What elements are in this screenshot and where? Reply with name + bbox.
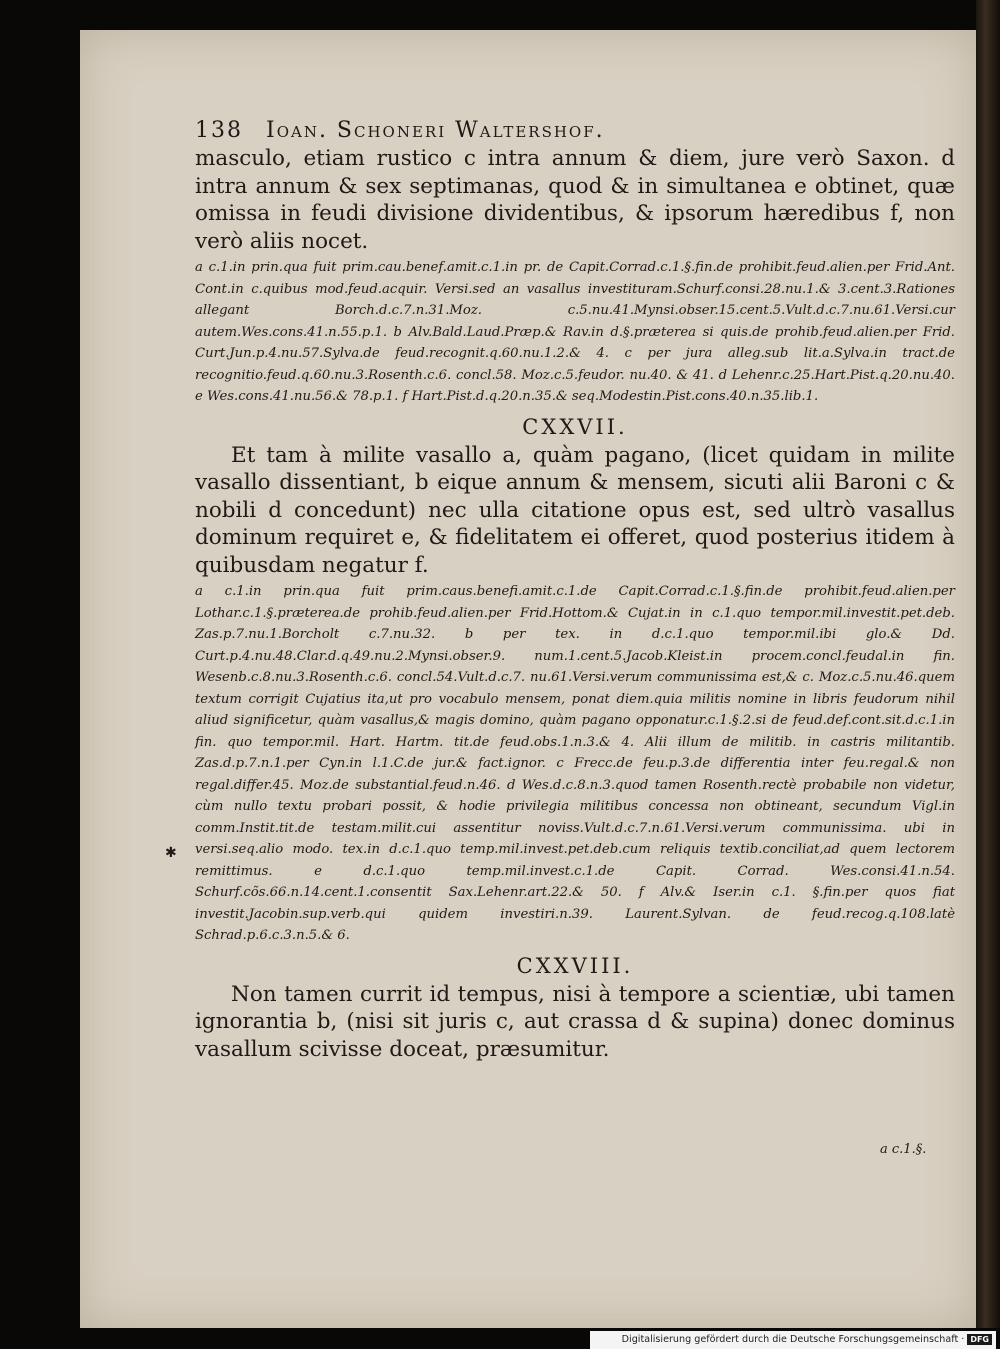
footer-text: Digitalisierung gefördert durch die Deutsche Forschungsgemeinschaft · xyxy=(621,1334,965,1345)
paragraph-126-continuation: masculo, etiam rustico c intra annum & diem, jure verò Saxon. d intra annum & sex septimanas, quod & in simultanea e obtinet, quæ omissa in feudi divisione dividentibus, & ipsorum hæredibus f, non verò aliis nocet. xyxy=(195,146,955,254)
paragraph-128: Non tamen currit id tempus, nisi à tempore a scientiæ, ubi tamen ignorantia b, (nisi sit juris c, aut crassa d & supina) donec dominus vasallum scivisse doceat, præsumitur. xyxy=(195,981,955,1062)
book-binding-edge xyxy=(976,0,1000,1328)
catchword: a c.1.§. xyxy=(880,1142,927,1157)
dfg-logo-badge: DFG xyxy=(967,1334,992,1345)
section-heading-127: CXXVII. xyxy=(522,414,628,439)
digitization-footer xyxy=(590,1331,996,1349)
paragraph-127: Et tam à milite vasallo a, quàm pagano, (licet quidam in milite vasallo dissentiant, b eique annum & mensem, sicuti alii Baroni c & nobili d concedunt) nec ulla citatione opus est, sed ultrò vasallus dominum requiret e, & fidelitatem ei offeret, quod posterius itidem à quibusdam negatur f. xyxy=(195,442,955,578)
page-text-block xyxy=(195,118,955,1063)
margin-mark: ✱ xyxy=(165,845,177,861)
section-heading-128: CXXVIII. xyxy=(516,953,634,978)
page-number: 138 xyxy=(195,118,243,143)
footnotes-126: a c.1.in prin.qua fuit prim.cau.benef.amit.c.1.in pr. de Capit.Corrad.c.1.§.fin.de prohibit.feud.alien.per Frid.Ant. Cont.in c.quibus mod.feud.acquir. Versi.sed an vasallus investituram.Schurf.consi.28.nu.1.& 3.cent.3.Rationes allegant Borch.d.c.7.n.31.Moz. c.5.nu.41.Mynsi.obser.15.cent.5.Vult.d.c.7.nu.61.Versi.cur autem.Wes.cons.41.n.55.p.1. b Alv.Bald.Laud.Præp.& Rav.in d.§.præterea si quis.de prohib.feud.alien.per Frid. Curt.Jun.p.4.nu.57.Sylva.de feud.recognit.q.60.nu.1.2.& 4. c per jura alleg.sub lit.a.Sylva.in tract.de recognitio.feud.q.60.nu.3.Rosenth.c.6. concl.58. Moz.c.5.feudor. nu.40. & 41. d Lehenr.c.25.Hart.Pist.q.20.nu.40. e Wes.cons.41.nu.56.& 78.p.1. f Hart.Pist.d.q.20.n.35.& seq.Modestin.Pist.cons.40.n.35.lib.1. xyxy=(195,260,955,404)
footnotes-127: a c.1.in prin.qua fuit prim.caus.benefi.amit.c.1.de Capit.Corrad.c.1.§.fin.de prohibit.feud.alien.per Lothar.c.1.§.præterea.de prohib.feud.alien.per Frid.Hottom.& Cujat.in in c.1.quo tempor.mil.investit.pet.deb. Zas.p.7.nu.1.Borcholt c.7.nu.32. b per tex. in d.c.1.quo tempor.mil.ibi glo.& Dd. Curt.p.4.nu.48.Clar.d.q.49.nu.2.Mynsi.obser.9. num.1.cent.5.Jacob.Kleist.in procem.concl.feudal.in fin. Wesenb.c.8.nu.3.Rosenth.c.6. concl.54.Vult.d.c.7. nu.61.Versi.verum communissima est,& c. Moz.c.5.nu.46.quem textum corrigit Cujatius ita,ut pro vocabulo mensem, ponat diem.quia militis nomine in libris feudorum nihil aliud significetur, quàm vasallus,& magis domino, quàm pagano opponatur.c.1.§.2.si de feud.def.cont.sit.d.c.1.in fin. quo tempor.mil. Hart. Hartm. tit.de feud.obs.1.n.3.& 4. Alii illum de militib. in castris militantib. Zas.d.p.7.n.1.per Cyn.in l.1.C.de jur.& fact.ignor. c Frecc.de feu.p.3.de differentia inter feu.regal.& non regal.differ.45. Moz.de substantial.feud.n.46. d Wes.d.c.8.n.3.quod tamen Rosenth.rectè probabile non videtur, cùm nullo textu probari possit, & hodie privilegia militibus concessa non obtineant, secundum Vigl.in comm.Instit.tit.de testam.milit.cui assentitur noviss.Vult.d.c.7.n.61.Versi.verum communissima. ubi in versi.seq.alio modo. tex.in d.c.1.quo temp.mil.invest.pet.deb.cum reliquis textib.conciliat,ad quem lectorem remittimus. e d.c.1.quo temp.mil.invest.c.1.de Capit. Corrad. Wes.consi.41.n.54. Schurf.cõs.66.n.14.cent.1.consentit Sax.Lehenr.art.22.& 50. f Alv.& Iser.in c.1. §.fin.per quos fiat investit.Jacobin.sup.verb.qui quidem investiri.n.39. Laurent.Sylvan. de feud.recog.q.108.latè Schrad.p.6.c.3.n.5.& 6. xyxy=(195,584,955,943)
running-title: Ioan. Schoneri Waltershof. xyxy=(266,118,605,143)
running-head xyxy=(195,118,955,143)
